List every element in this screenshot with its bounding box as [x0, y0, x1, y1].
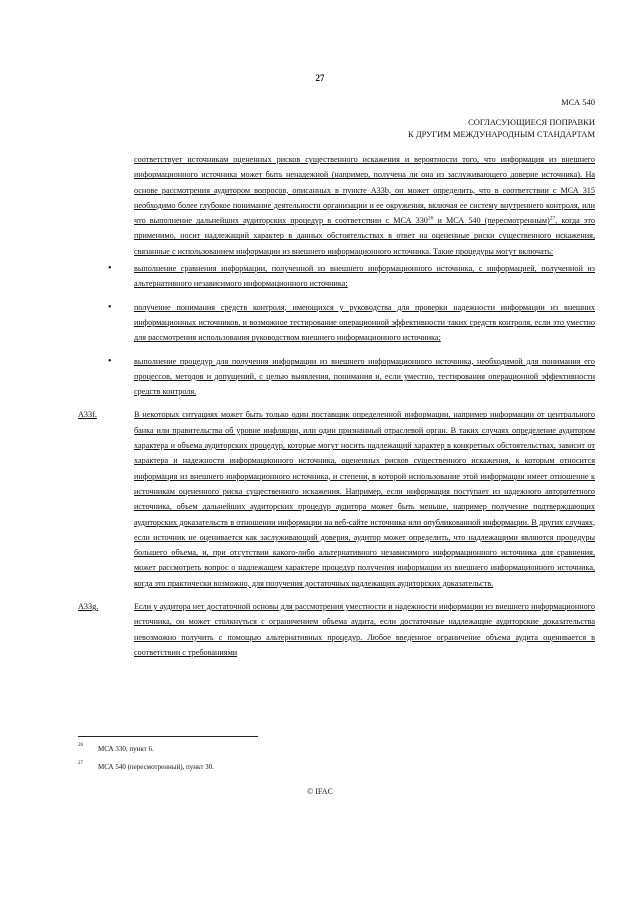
paragraph-text: В некоторых ситуациях может быть только один поставщик определенной информации, например информации от центрального банка или правительства об уровне инфляции, или один признанный отраслевой орган. В таких случаях определение аудитором характера и объема аудиторских процедур, которые могут носить надлежащий характер в конкретных обстоятельствах, зависит от характера и надежности информационного источника, оцененных рисков существенного искажения, к которым относится информация из внешнего информационного источника, и степени, в которой использование этой информации имеет отношение к источникам оцененного риска существенного искажения. Например, если информация поступает из надежного авторитетного источника, объем дальнейших аудиторских процедур аудитора может быть меньше, например получение подтверждающих аудиторских доказательств в отношении информации на веб-сайте источника или опубликованной информации. В других случаях, если источник не оценивается как заслуживающий доверия, аудитор может определить, что надлежащими являются процедуры большего объема, и, при отсутствии какого-либо альтернативного независимого информационного источника для сравнения, может рассмотреть вопрос о надлежащем характере процедур получения информации из внешнего информационного источника, когда это практически возможно, для получения достаточных надлежащих аудиторских доказательств.: [134, 410, 595, 588]
footnote-number: 27: [78, 761, 83, 766]
document-code: МСА 540: [561, 97, 595, 107]
paragraph-number: A33f.: [78, 410, 97, 420]
intro-paragraph: [78, 152, 595, 259]
procedures-list: [78, 261, 595, 399]
list-item-text: получение понимания средств контроля, имеющихся у руководства для проверки надежности информации из внешних информационных источников, и возможное тестирование операционной эффективности таких средств контроля, если это уместно для рассмотрения использования руководством внешнего информационного источника;: [134, 302, 595, 343]
list-item: [78, 354, 595, 400]
footnote-text: МСА 330, пункт 6.: [98, 745, 154, 753]
intro-text-c: , когда это применимо, носит надлежащий характер в данных обстоятельствах в ответ на оцененные риски существенного искажения, связанные с использованием информации из внешнего информационного источника. Такие процедуры могут включать:: [134, 216, 595, 256]
footnote-ref-27: 27: [549, 215, 556, 222]
list-item: [78, 300, 595, 346]
heading-line-1: СОГЛАСУЮЩИЕСЯ ПОПРАВКИ: [468, 117, 595, 127]
paragraph-text: Если у аудитора нет достаточной основы для рассмотрения уместности и надежности информации из внешнего информационного источника, он может столкнуться с ограничением объема аудита, если достаточные надлежащие аудиторские доказательства невозможно получить с помощью альтернативных процедур. Любое введенное ограничение объема аудита оценивается в соответствии с требованиями: [134, 602, 595, 657]
paragraph-a33f: [78, 407, 595, 591]
footnotes: [78, 743, 595, 779]
bullet-icon: •: [108, 263, 112, 275]
footnote: [78, 743, 595, 755]
intro-text-b: и МСА 540 (пересмотренным): [433, 216, 550, 226]
footnote-text: МСА 540 (пересмотренный), пункт 30.: [98, 763, 214, 771]
document-body: [78, 152, 595, 668]
section-heading: [408, 116, 595, 140]
list-item-text: выполнение процедур для получения информации из внешнего информационного источника, необходимой для понимания его процессов, методов и допущений, с целью выявления, понимания и, если уместно, тестирования операционной эффективности средств контроля.: [134, 356, 595, 397]
bullet-icon: •: [108, 355, 112, 367]
list-item-text: выполнение сравнения информации, полученной из внешнего информационного источника, с информацией, полученной из альтернативного независимого информационного источника;: [134, 264, 595, 289]
footnote: [78, 761, 595, 773]
paragraph-number: A33g.: [78, 602, 99, 612]
heading-line-2: К ДРУГИМ МЕЖДУНАРОДНЫМ СТАНДАРТАМ: [408, 129, 595, 139]
bullet-icon: •: [108, 301, 112, 313]
footnote-ref-26: 26: [427, 215, 434, 222]
list-item: [78, 261, 595, 292]
intro-text-a: соответствует источникам оцененных рисков существенного искажения и вероятности того, что информация из внешнего информационного источника может быть ненадежной (например, полученa ли она из заслуживающего доверие источника). На основе рассмотрения аудитором вопросов, описанных в пункте A33b, он может определить, что в соответствии с МСА 315 необходимо более глубокое понимание деятельности организации и ее окружения, включая ее систему внутреннего контроля, или что выполнение дальнейших аудиторских процедур в соответствии с МСА 330: [134, 155, 595, 226]
paragraph-a33g: [78, 599, 595, 660]
page-footer: © IFAC: [307, 787, 333, 796]
footnote-divider: [78, 736, 258, 737]
page-number: 27: [315, 73, 325, 83]
footnote-number: 26: [78, 743, 83, 748]
